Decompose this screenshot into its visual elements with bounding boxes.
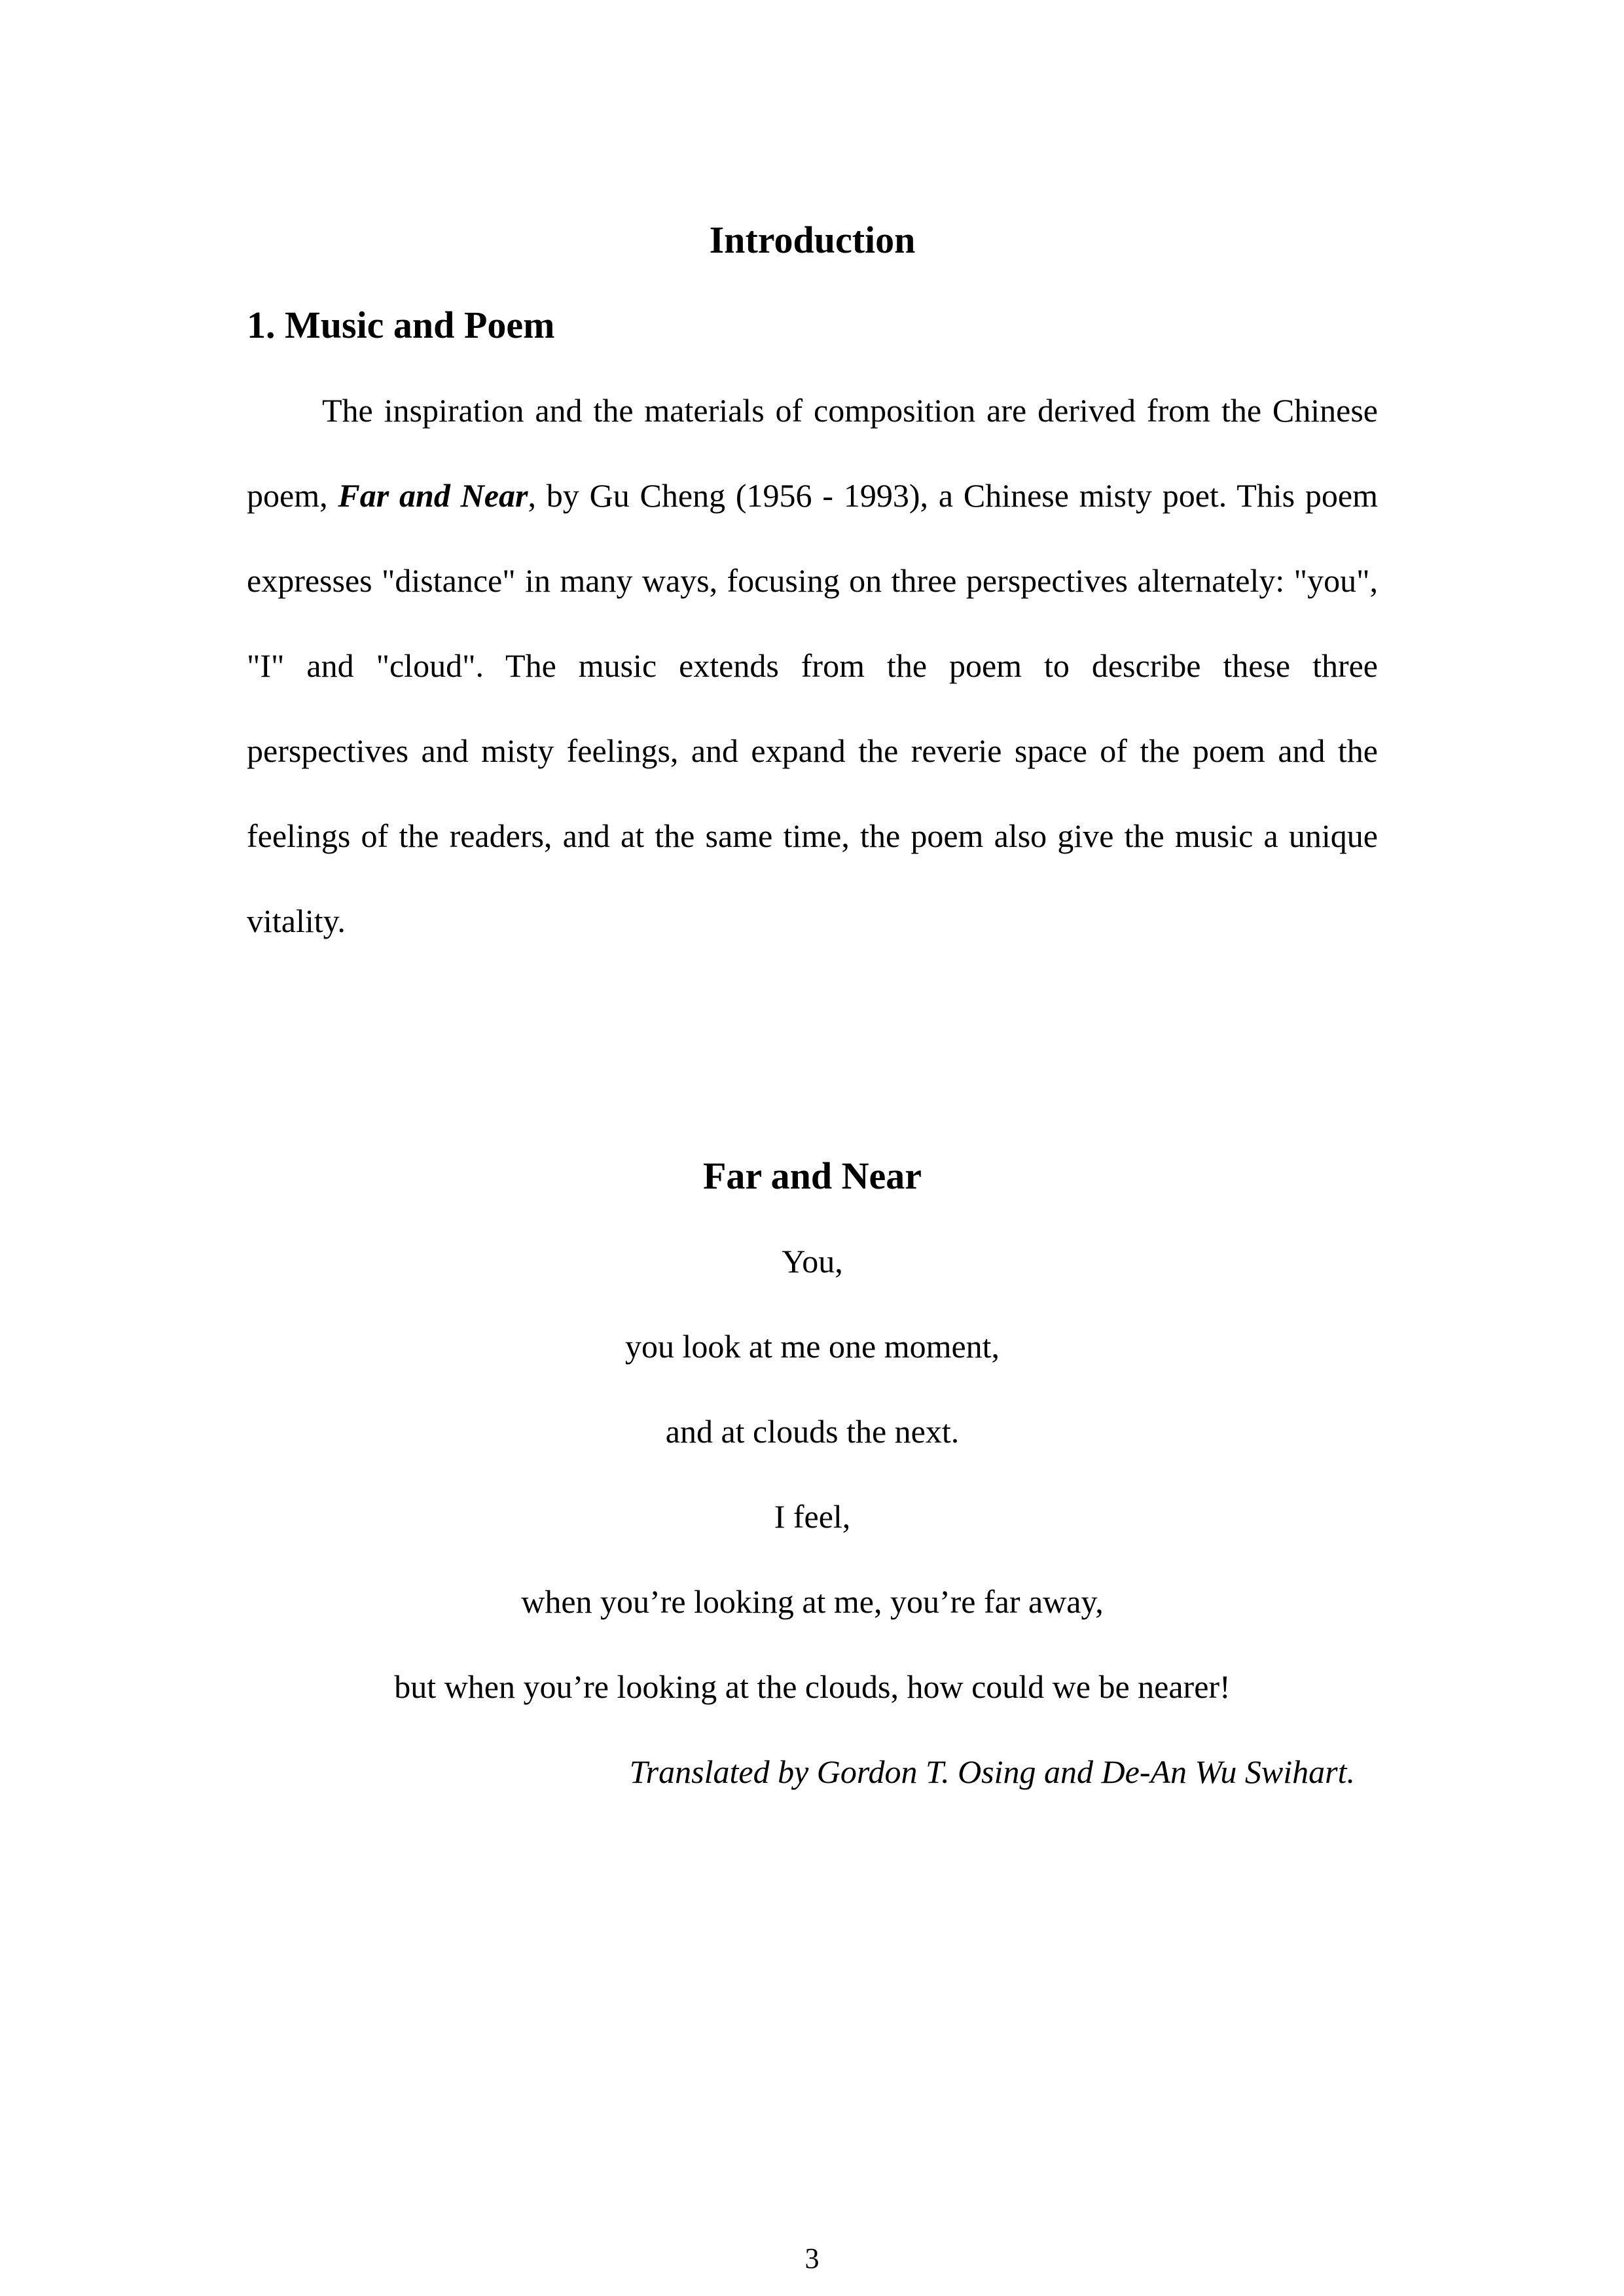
poem-line: I feel,	[774, 1498, 851, 1535]
poem-line: and at clouds the next.	[665, 1413, 960, 1450]
document-title: Introduction	[709, 219, 916, 261]
poem-line: but when you’re looking at the clouds, how could we be nearer!	[394, 1668, 1231, 1705]
poem-line: you look at me one moment,	[624, 1328, 1000, 1365]
poem-line: You,	[782, 1243, 843, 1280]
paragraph-text-before: The inspiration and the materials of composition are derived from the Chinese poem,	[247, 392, 1378, 514]
section-heading: 1. Music and Poem	[247, 304, 555, 346]
intro-paragraph	[247, 368, 1378, 963]
inline-work-title: Far and Near	[338, 477, 528, 514]
translation-credit: Translated by Gordon T. Osing and De-An Wu Swihart.	[629, 1753, 1355, 1790]
page-number: 3	[804, 2242, 820, 2274]
paragraph-text-after: , by Gu Cheng (1956 - 1993), a Chinese misty poet. This poem expresses "distance" in many ways, focusing on three perspectives alternately: "you", "I" and "cloud". The music extends from the poem to describe these three perspectives and misty feelings, and expand the reverie space of the poem and the feelings of the readers, and at the same time, the poem also give the music a unique vitality.	[247, 477, 1379, 939]
poem-line: when you’re looking at me, you’re far away,	[521, 1583, 1104, 1620]
poem-title: Far and Near	[702, 1155, 922, 1197]
